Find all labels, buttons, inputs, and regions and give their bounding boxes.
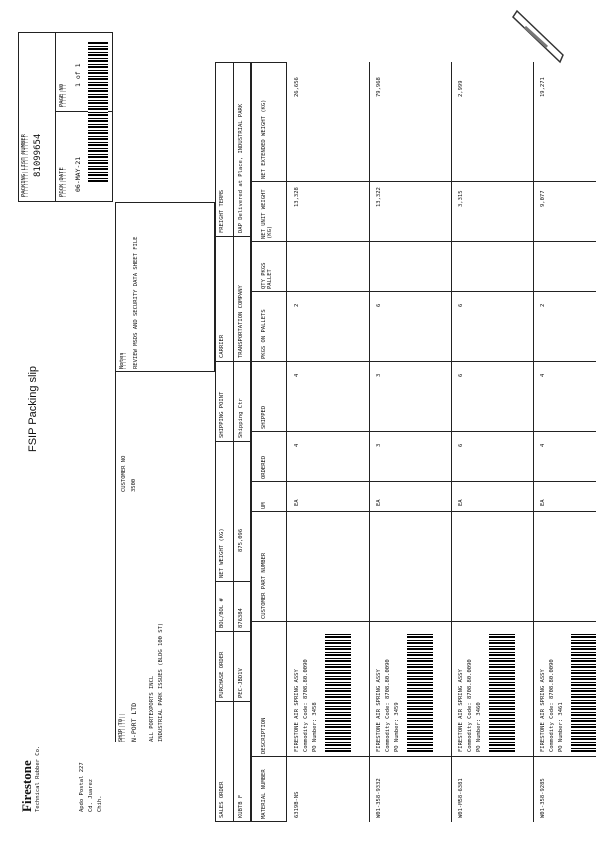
po-number: PO Number: 3459 xyxy=(394,702,400,752)
material-number: 6319B-NS xyxy=(294,791,300,818)
net-extended-weight: 26,656 xyxy=(294,77,300,97)
page-no-label: PAGE NO xyxy=(59,83,65,107)
pkgs-on-pallets: 6 xyxy=(376,303,382,307)
brand-logo: Firestone xyxy=(19,760,34,812)
sales-order-label: SALES ORDER xyxy=(219,781,225,818)
notes-text: REVIEW MSDS AND SECURITY DATA SHEET FILE xyxy=(133,236,139,369)
unit-of-measure: EA xyxy=(376,499,382,506)
net-weight-value: 875,096 xyxy=(238,528,244,552)
ship-to-line2: ALL PORTEXPORTS INCL xyxy=(149,675,155,742)
sender-line1: Apdo Postal 227 xyxy=(79,762,85,812)
description-line: FIRESTONE AIR SPRING ASSY xyxy=(458,669,464,752)
ship-to-label: SHIP TO xyxy=(119,712,125,742)
page-title: FSIP Packing slip xyxy=(27,365,39,452)
ship-to-line3: INDUSTRIAL PARK ISSUES (BLDG 100 ST) xyxy=(158,622,164,742)
packing-list-number: 81099654 xyxy=(33,133,43,177)
unit-of-measure: EA xyxy=(540,499,546,506)
column-header: UM xyxy=(261,502,267,509)
ordered-qty: 4 xyxy=(540,443,546,447)
shipping-point-label: SHIPPING POINT xyxy=(219,391,225,438)
column-header: CUSTOMER PART NUMBER xyxy=(261,552,267,619)
column-header: DESCRIPTION xyxy=(261,717,267,754)
sales-order-value: KUBTB F xyxy=(238,794,244,818)
pkgs-on-pallets: 2 xyxy=(540,303,546,307)
unit-of-measure: EA xyxy=(458,499,464,506)
ordered-qty: 3 xyxy=(376,443,382,447)
pick-date-label: PICK DATE xyxy=(59,167,65,197)
shipped-qty: 4 xyxy=(540,373,546,377)
item-barcode xyxy=(407,632,433,752)
net-unit-weight: 13,322 xyxy=(376,187,382,207)
purchase-order-value: PEC-JBD1V xyxy=(238,668,244,698)
ship-to-name: N-PORT LTD xyxy=(130,702,138,742)
customer-no-label: CUSTOMER NO xyxy=(121,455,127,492)
item-barcode xyxy=(489,632,515,752)
notes-box xyxy=(115,202,215,372)
sender-line3: Chih. xyxy=(97,795,103,812)
commodity-code: Commodity Code: 8708.80.0090 xyxy=(467,659,473,752)
pkgs-on-pallets: 6 xyxy=(458,303,464,307)
pkgs-on-pallets: 2 xyxy=(294,303,300,307)
item-barcode xyxy=(571,632,596,752)
commodity-code: Commodity Code: 8708.80.0090 xyxy=(385,659,391,752)
ordered-qty: 4 xyxy=(294,443,300,447)
column-header: NET EXTENDED WEIGHT (KG) xyxy=(261,99,267,179)
packing-list-barcode xyxy=(88,42,108,182)
po-number: PO Number: 3461 xyxy=(558,702,564,752)
pen-mark-icon xyxy=(505,7,565,67)
net-weight-label: NET WEIGHT (KG) xyxy=(219,528,225,578)
column-header: PKGS ON PALLETS xyxy=(261,309,267,359)
description-line: FIRESTONE AIR SPRING ASSY xyxy=(294,669,300,752)
freight-terms-value: DAP Delivered at Place, INDUSTRIAL PARK xyxy=(238,103,244,233)
description-line: FIRESTONE AIR SPRING ASSY xyxy=(540,669,546,752)
net-extended-weight: 19,271 xyxy=(540,77,546,97)
bol-value: 876384 xyxy=(238,608,244,628)
freight-terms-label: FREIGHT TERMS xyxy=(219,189,225,233)
item-barcode xyxy=(325,632,351,752)
net-unit-weight: 9,077 xyxy=(540,190,546,207)
ordered-qty: 6 xyxy=(458,443,464,447)
brand-tagline: Technical Rubber Co. xyxy=(35,745,41,812)
po-number: PO Number: 3460 xyxy=(476,702,482,752)
shipping-point-value: Shipping Ctr xyxy=(238,398,244,438)
column-header: MATERIAL NUMBER xyxy=(261,769,267,819)
net-extended-weight: 79,968 xyxy=(376,77,382,97)
packing-list-label: PACKING LIST NUMBER xyxy=(21,134,27,197)
column-header: SHIPPED xyxy=(261,405,267,429)
sender-line2: Cd. Juarez xyxy=(88,778,94,812)
column-header: ORDERED xyxy=(261,455,267,479)
net-unit-weight: 13,328 xyxy=(294,187,300,207)
carrier-value: TRANSPORTATION COMPANY xyxy=(238,285,244,358)
column-header: NET UNIT WEIGHT (KG) xyxy=(261,189,273,239)
po-number: PO Number: 3458 xyxy=(312,702,318,752)
shipped-qty: 6 xyxy=(458,373,464,377)
column-header: QTY PKGS PALLET xyxy=(261,262,273,289)
material-number: W01-M58-6381 xyxy=(458,778,464,818)
description-line: FIRESTONE AIR SPRING ASSY xyxy=(376,669,382,752)
notes-label: Notes xyxy=(119,352,125,369)
carrier-label: CARRIER xyxy=(219,334,225,358)
page-no-value: 1 of 1 xyxy=(74,63,82,87)
purchase-order-label: PURCHASE ORDER xyxy=(219,651,225,698)
customer-no-value: 3500 xyxy=(131,478,137,492)
pick-date-value: 06-MAY-21 xyxy=(74,156,82,192)
net-unit-weight: 3,315 xyxy=(458,190,464,207)
shipped-qty: 3 xyxy=(376,373,382,377)
material-number: W01-358-9332 xyxy=(376,778,382,818)
net-extended-weight: 2,999 xyxy=(458,80,464,97)
commodity-code: Commodity Code: 8708.80.0090 xyxy=(549,659,555,752)
material-number: W01-358-9285 xyxy=(540,778,546,818)
commodity-code: Commodity Code: 8708.80.0090 xyxy=(303,659,309,752)
bol-label: BOL/BOL # xyxy=(219,598,225,628)
column-header-row xyxy=(251,62,287,822)
shipped-qty: 4 xyxy=(294,373,300,377)
unit-of-measure: EA xyxy=(294,499,300,506)
